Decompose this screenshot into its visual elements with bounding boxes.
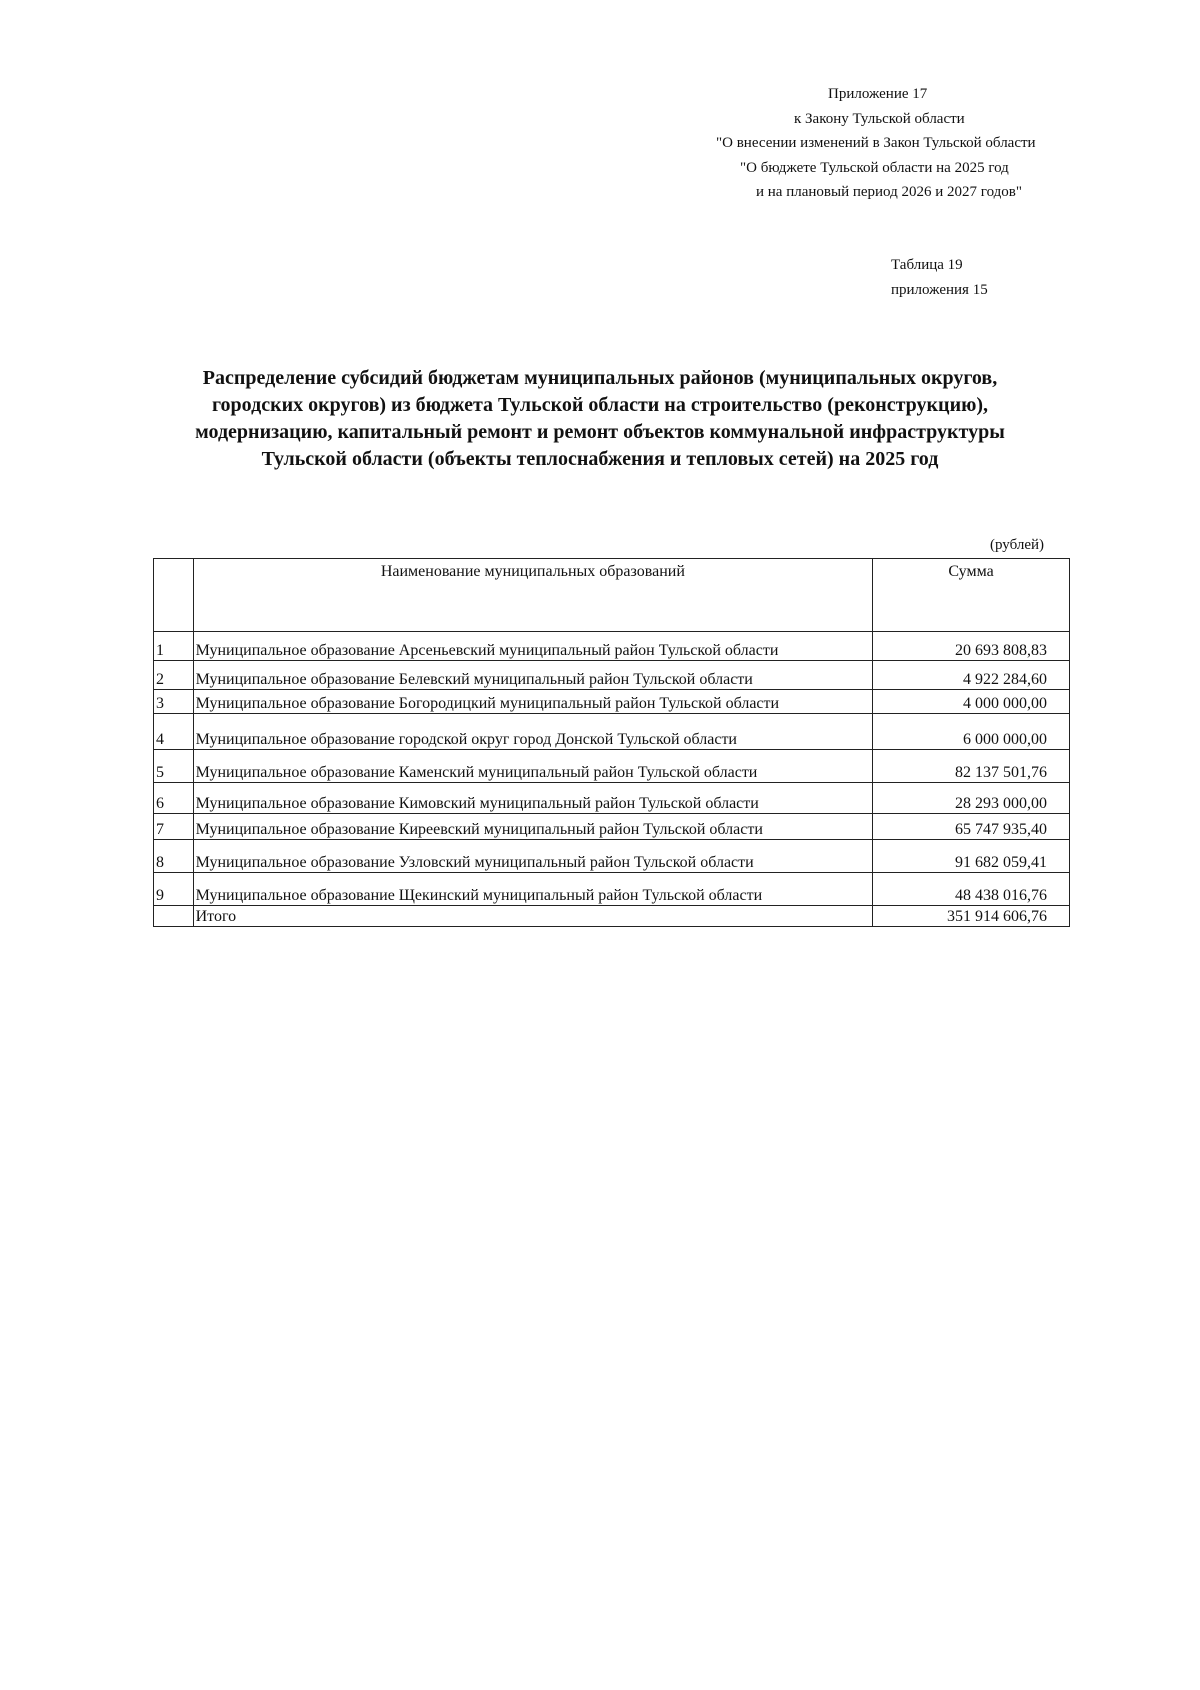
row-name: Муниципальное образование городской округ город Донской Тульской области xyxy=(193,714,872,750)
row-name: Муниципальное образование Щекинский муниципальный район Тульской области xyxy=(193,873,872,906)
row-sum: 82 137 501,76 xyxy=(873,750,1070,783)
units-label: (рублей) xyxy=(990,537,1045,553)
appendix-line: и на плановый период 2026 и 2027 годов" xyxy=(756,184,1022,200)
row-num: 8 xyxy=(154,840,194,873)
title-line: Распределение субсидий бюджетам муниципальных районов (муниципальных округов, xyxy=(202,367,998,389)
row-num: 5 xyxy=(154,750,194,783)
table-reference-line: приложения 15 xyxy=(891,282,988,298)
table-row xyxy=(154,783,1070,814)
row-num: 3 xyxy=(154,690,194,714)
header-num xyxy=(154,559,194,632)
appendix-line: к Закону Тульской области xyxy=(794,110,965,127)
table-header-row xyxy=(154,559,1070,632)
header-name: Наименование муниципальных образований xyxy=(193,559,872,632)
table-reference xyxy=(891,253,988,303)
appendix-line: "О внесении изменений в Закон Тульской области xyxy=(716,135,1036,151)
document-title xyxy=(150,365,1050,473)
table-row xyxy=(154,840,1070,873)
table-reference-line: Таблица 19 xyxy=(891,257,963,273)
row-name: Муниципальное образование Киреевский муниципальный район Тульской области xyxy=(193,814,872,840)
appendix-line: "О бюджете Тульской области на 2025 год xyxy=(740,159,1009,176)
row-sum: 4 922 284,60 xyxy=(873,661,1070,690)
appendix-line: Приложение 17 xyxy=(828,86,928,102)
row-num: 7 xyxy=(154,814,194,840)
row-sum: 48 438 016,76 xyxy=(873,873,1070,906)
row-sum: 4 000 000,00 xyxy=(873,690,1070,714)
row-name: Муниципальное образование Узловский муниципальный район Тульской области xyxy=(193,840,872,873)
total-sum: 351 914 606,76 xyxy=(873,906,1070,927)
table-row xyxy=(154,661,1070,690)
total-num xyxy=(154,906,194,927)
row-sum: 20 693 808,83 xyxy=(873,632,1070,661)
row-num: 9 xyxy=(154,873,194,906)
row-name: Муниципальное образование Кимовский муниципальный район Тульской области xyxy=(193,783,872,814)
row-sum: 28 293 000,00 xyxy=(873,783,1070,814)
row-name: Муниципальное образование Богородицкий муниципальный район Тульской области xyxy=(193,690,872,714)
table-row xyxy=(154,873,1070,906)
row-sum: 65 747 935,40 xyxy=(873,814,1070,840)
appendix-header xyxy=(700,82,1080,205)
row-num: 2 xyxy=(154,661,194,690)
table-row xyxy=(154,632,1070,661)
subsidy-table xyxy=(153,558,1070,927)
title-line: модернизацию, капитальный ремонт и ремонт объектов коммунальной инфраструктуры xyxy=(195,421,1005,443)
row-num: 1 xyxy=(154,632,194,661)
table-row xyxy=(154,714,1070,750)
row-num: 6 xyxy=(154,783,194,814)
row-name: Муниципальное образование Белевский муниципальный район Тульской области xyxy=(193,661,872,690)
header-sum: Сумма xyxy=(873,559,1070,632)
title-line: Тульской области (объекты теплоснабжения и тепловых сетей) на 2025 год xyxy=(261,448,939,470)
row-sum: 6 000 000,00 xyxy=(873,714,1070,750)
title-line: городских округов) из бюджета Тульской области на строительство (реконструкцию), xyxy=(211,394,989,416)
row-name: Муниципальное образование Арсеньевский муниципальный район Тульской области xyxy=(193,632,872,661)
table-row xyxy=(154,814,1070,840)
table-row xyxy=(154,690,1070,714)
row-name: Муниципальное образование Каменский муниципальный район Тульской области xyxy=(193,750,872,783)
total-label: Итого xyxy=(193,906,872,927)
table-total-row xyxy=(154,906,1070,927)
table-row xyxy=(154,750,1070,783)
row-num: 4 xyxy=(154,714,194,750)
row-sum: 91 682 059,41 xyxy=(873,840,1070,873)
